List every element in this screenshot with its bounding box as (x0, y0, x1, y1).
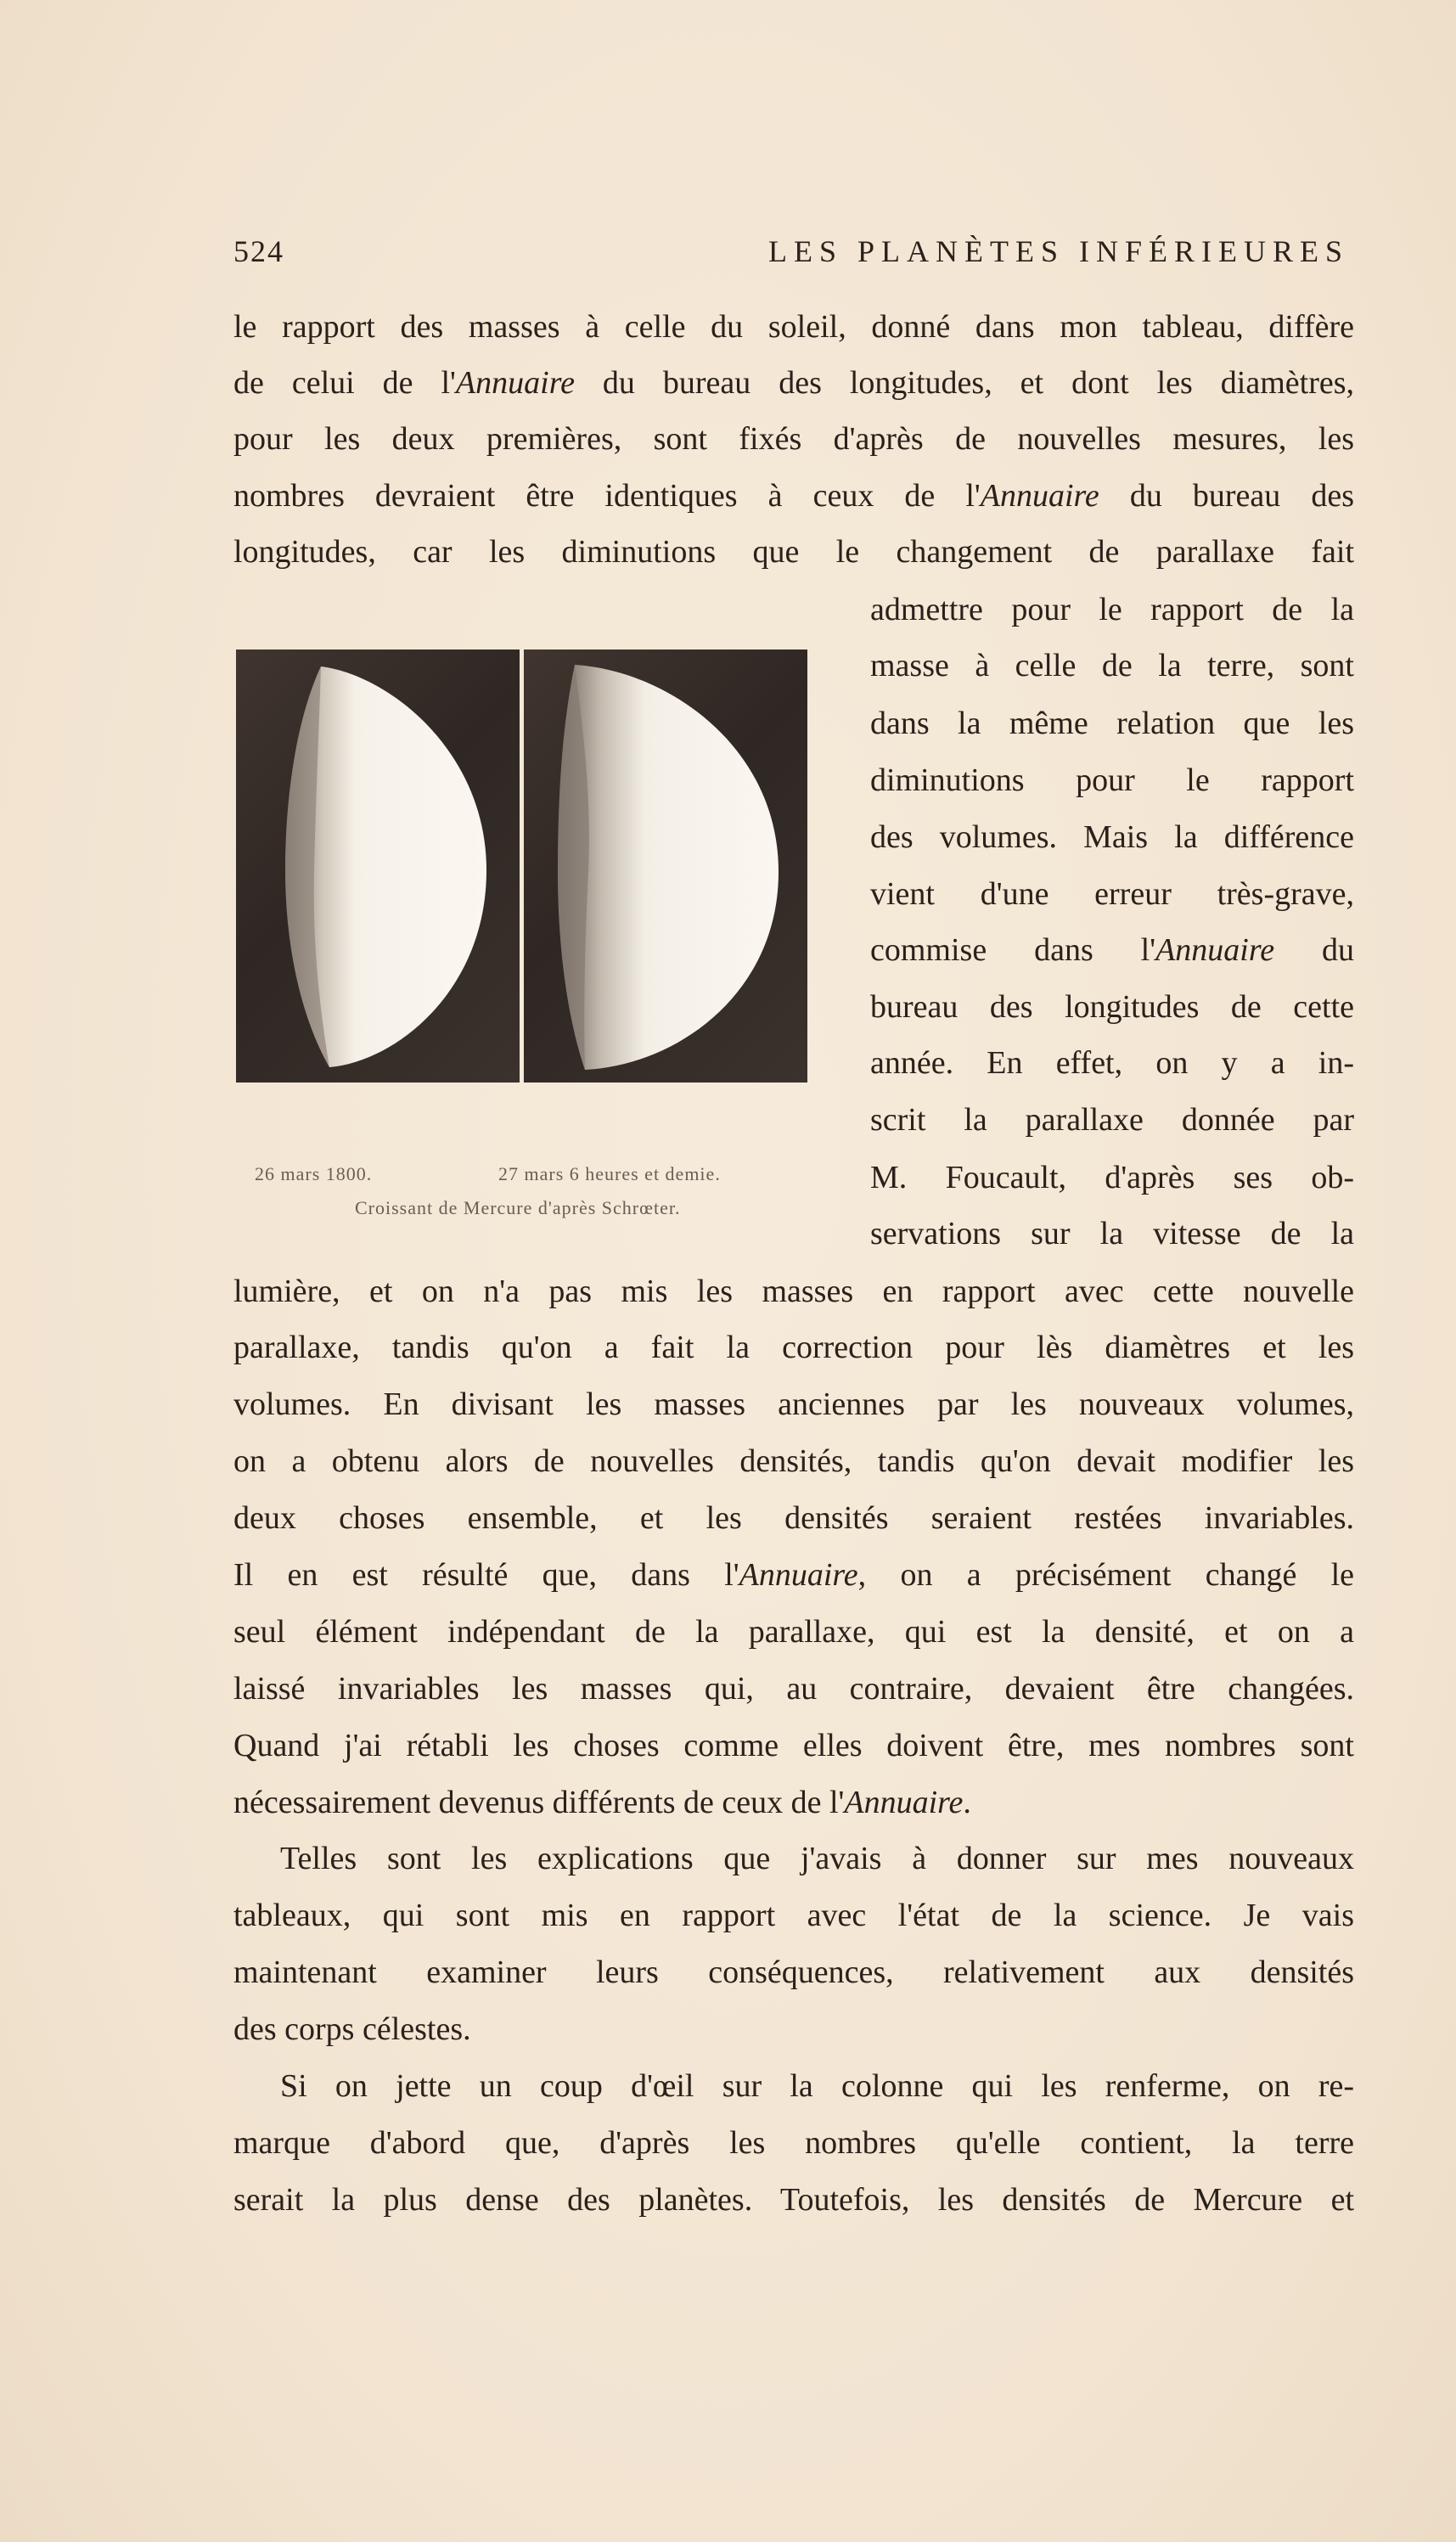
crescent-plate-left (236, 650, 520, 1083)
figure-caption-left: 26 mars 1800. (255, 1163, 373, 1184)
text-line: maintenant examiner leurs conséquences, relativement aux densités (233, 1954, 1354, 1990)
text-line: serait la plus dense des planètes. Toutefois, les densités de Mercure et (233, 2182, 1354, 2218)
text-line: le rapport des masses à celle du soleil, donné dans mon tableau, diffère (233, 309, 1354, 345)
text-line: lumière, et on n'a pas mis les masses en rapport avec cette nouvelle (233, 1274, 1354, 1309)
text-line: bureau des longitudes de cette (870, 989, 1354, 1025)
text-line: diminutions pour le rapport (870, 762, 1354, 798)
text-line: vient d'une erreur très-grave, (870, 876, 1354, 912)
mercury-crescent-figure (236, 650, 807, 1083)
figure-caption-right: 27 mars 6 heures et demie. (498, 1163, 721, 1184)
text-line: parallaxe, tandis qu'on a fait la correction pour lès diamètres et les (233, 1330, 1354, 1365)
text-line: des corps célestes. (233, 2011, 471, 2047)
text-line: admettre pour le rapport de la (870, 592, 1354, 627)
text-line: M. Foucault, d'après ses ob- (870, 1160, 1354, 1195)
text-line: de celui de l'Annuaire du bureau des longitudes, et dont les diamètres, (233, 365, 1355, 401)
page-header (233, 233, 1354, 276)
text-line: masse à celle de la terre, sont (870, 648, 1354, 683)
text-line: scrit la parallaxe donnée par (870, 1102, 1354, 1138)
text-line: longitudes, car les diminutions que le changement de parallaxe fait (233, 534, 1354, 570)
text-line: servations sur la vitesse de la (870, 1216, 1354, 1251)
text-line: Quand j'ai rétabli les choses comme elles doivent être, mes nombres sont (233, 1728, 1354, 1763)
text-line: des volumes. Mais la différence (870, 819, 1354, 855)
page-number: 524 (233, 234, 284, 268)
crescent-plate-right (524, 650, 807, 1083)
text-line: marque d'abord que, d'après les nombres qu'elle contient, la terre (233, 2125, 1354, 2161)
text-line: dans la même relation que les (870, 706, 1354, 741)
text-line: nécessairement devenus différents de ceux de l'Annuaire. (233, 1785, 971, 1820)
crescent-left-drawing (236, 650, 520, 1083)
text-line: tableaux, qui sont mis en rapport avec l'état de la science. Je vais (233, 1898, 1354, 1933)
text-line: deux choses ensemble, et les densités seraient restées invariables. (233, 1500, 1354, 1536)
text-line: volumes. En divisant les masses anciennes par les nouveaux volumes, (233, 1386, 1354, 1422)
crescent-right-drawing (524, 650, 807, 1083)
text-line: Si on jette un coup d'œil sur la colonne qui les renferme, on re- (280, 2068, 1354, 2104)
text-line: année. En effet, on y a in- (870, 1045, 1354, 1081)
text-line: laissé invariables les masses qui, au contraire, devaient être changées. (233, 1671, 1354, 1707)
text-line: nombres devraient être identiques à ceux de l'Annuaire du bureau des (233, 478, 1354, 514)
text-line: Il en est résulté que, dans l'Annuaire, on a précisément changé le (233, 1557, 1355, 1593)
text-line: seul élément indépendant de la parallaxe, qui est la densité, et on a (233, 1614, 1354, 1650)
figure-caption-title: Croissant de Mercure d'après Schrœter. (355, 1197, 681, 1218)
text-line: commise dans l'Annuaire du (870, 932, 1354, 968)
text-line: pour les deux premières, sont fixés d'après de nouvelles mesures, les (233, 421, 1354, 457)
text-line: Telles sont les explications que j'avais à donner sur mes nouveaux (280, 1841, 1354, 1876)
text-line: on a obtenu alors de nouvelles densités, tandis qu'on devait modifier les (233, 1443, 1354, 1479)
running-head: LES PLANÈTES INFÉRIEURES (768, 234, 1350, 268)
